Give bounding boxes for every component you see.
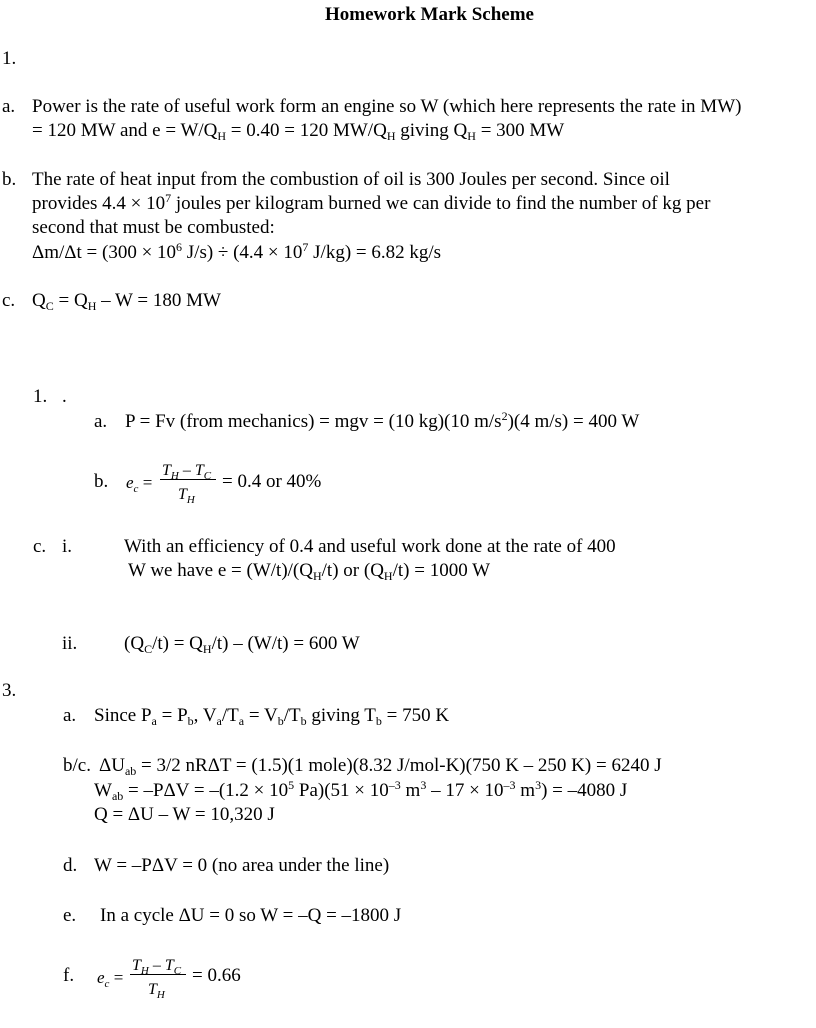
q2b-fraction-denominator: $T_H$ [178, 486, 195, 506]
q3f-result: = 0.66 [192, 965, 241, 986]
q3d-label: d. [63, 855, 78, 876]
q2c-i-label: i. [62, 536, 73, 557]
q1c-label: c. [2, 290, 16, 311]
q1c-line: $Q_C = Q_H - W = 180$ MW [32, 290, 221, 313]
q3bc-line-1: $\Delta U_{ab} = 3/2$ nRΔT = (1.5)(1 mole)(8.32 J/mol-K)(750 K – 250 K) = 6240 J [99, 755, 662, 778]
page-title: Homework Mark Scheme [325, 4, 534, 25]
q1a-label: a. [2, 96, 16, 117]
q3d-line: W = –PΔV = 0 (no area under the line) [94, 855, 390, 876]
q2c-ii-line: $(Q_C/t) = Q_H/t) - (W/t) = 600$ W [124, 633, 360, 656]
q1b-line-4: $\Delta m/\Delta t = (300 \times 10^6$ $J/s) \div (4.4 \times 10^7$ J/kg) = 6.82 kg/s [32, 240, 442, 263]
q3bc-line-3: Q = ΔU – W = 10,320 J [94, 804, 275, 825]
q1a-line-1: Power is the rate of useful work form an engine so W (which here represents the rate in MW) [32, 96, 742, 117]
q3e-line: In a cycle ΔU = 0 so W = –Q = –1800 J [100, 905, 402, 926]
question-1-number: 1. [2, 48, 17, 69]
q3f-fraction-bar [130, 974, 186, 975]
q3bc-label: b/c. [63, 755, 91, 776]
q3f-fraction-denominator: $T_H$ [148, 981, 165, 1001]
q2c-i-line-1: With an efficiency of 0.4 and useful work done at the rate of 400 [124, 536, 616, 557]
q1b-label: b. [2, 169, 17, 190]
q3f-label: f. [63, 965, 75, 986]
q2c-label: c. [33, 536, 47, 557]
q1b-line-1: The rate of heat input from the combustion of oil is 300 Joules per second. Since oil [32, 169, 670, 190]
q1a-line-2: = 120 MW and $e = W/Q_H = 0.40 = 120$ $MW/Q_H$ giving $Q_H = 300$ MW [32, 120, 565, 143]
q2b-fraction-bar [160, 479, 216, 480]
q2a-label: a. [94, 411, 108, 432]
q2c-ii-label: ii. [62, 633, 78, 654]
question-2-dot: . [62, 386, 67, 407]
q1b-line-2: provides $4.4 \times 10^7$ joules per kilogram burned we can divide to find the number of kg per [32, 191, 711, 214]
q1b-line-3: second that must be combusted: [32, 217, 275, 238]
q2c-i-line-2: W we have $e = (W/t)/(Q_H/t)$ or $(Q_H/t) = 1000$ W [128, 560, 491, 583]
q2b-label: b. [94, 471, 109, 492]
q2b-efficiency-symbol: $e_c$ = [126, 473, 153, 495]
q3bc-line-2: $W_{ab} = -P\Delta V = -(1.2 \times 10^5$ $Pa)(51 \times 10^{-3}$ $m^3 - 17 \times 10^{-3}$ $m^3) = -4080$ J [94, 778, 628, 803]
question-2-number: 1. [33, 386, 48, 407]
q3a-line: Since $P_a = P_b$, $V_a/T_a = V_b/T_b$ giving $T_b = 750$ K [94, 705, 450, 728]
q3e-label: e. [63, 905, 77, 926]
question-3-number: 3. [2, 680, 17, 701]
q2b-fraction-numerator: $T_H - T_C$ [162, 462, 212, 482]
q3f-efficiency-symbol: $e_c$ = [97, 968, 124, 990]
q3a-label: a. [63, 705, 77, 726]
q2a-line: P = Fv (from mechanics) = mgv = (10 kg)(10 $m/s^2)(4$ m/s) = 400 W [125, 409, 640, 432]
q3f-efficiency-fraction [130, 954, 190, 1004]
q2b-efficiency-fraction [160, 459, 220, 509]
q2b-result: = 0.4 or 40% [222, 471, 322, 492]
q3f-fraction-numerator: $T_H - T_C$ [132, 957, 182, 977]
